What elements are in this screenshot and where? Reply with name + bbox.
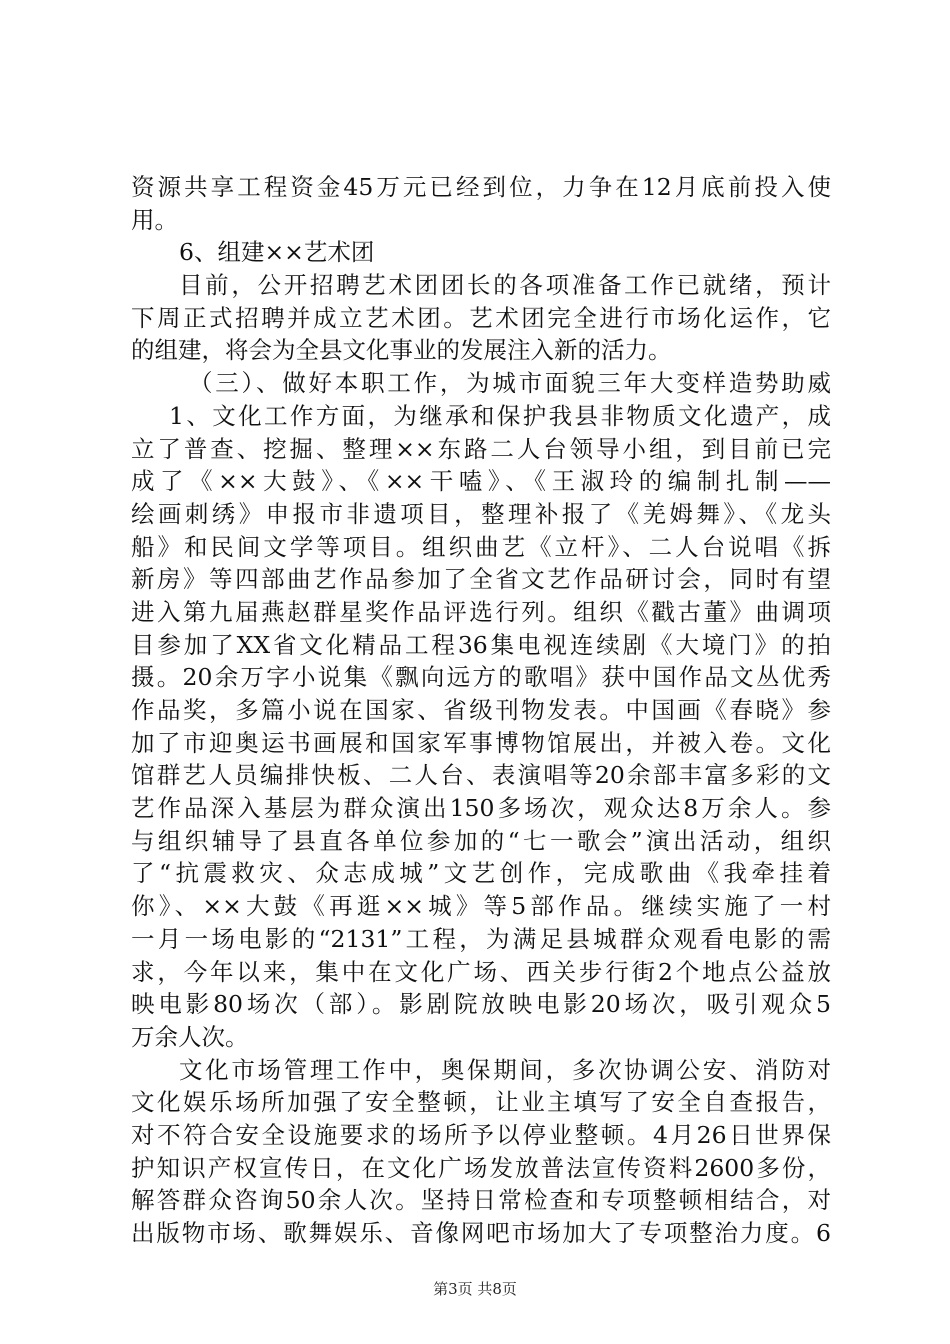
text-line: 你》、××大鼓《再逛××城》等5部作品。继续实施了一村: [131, 892, 831, 921]
text-line: 作品奖，多篇小说在国家、省级刊物发表。中国画《春晓》参: [131, 696, 831, 724]
section-heading: 6、组建××艺术团: [179, 238, 375, 267]
text-line: 1、文化工作方面，为继承和保护我县非物质文化遗产，成: [169, 401, 831, 430]
text-line: 用。: [131, 205, 178, 234]
section-heading: （三）、做好本职工作，为城市面貌三年大变样造势助威: [189, 369, 831, 398]
text-line: 映电影80场次（部）。影剧院放映电影20场次，吸引观众5: [131, 990, 831, 1019]
text-line: 的组建，将会为全县文化事业的发展注入新的活力。: [131, 336, 672, 365]
text-line: 绘画刺绣》申报市非遗项目，整理补报了《羌姆舞》、《龙头: [131, 499, 831, 528]
text-line: 船》和民间文学等项目。组织曲艺《立杆》、二人台说唱《拆: [131, 532, 831, 561]
text-line: 摄。20余万字小说集《飘向远方的歌唱》获中国作品文丛优秀: [131, 663, 831, 692]
text-line: 文化市场管理工作中，奥保期间，多次协调公安、消防对: [179, 1055, 831, 1084]
text-line: 立了普查、挖掘、整理××东路二人台领导小组，到目前已完: [131, 434, 831, 463]
text-line: 目前，公开招聘艺术团团长的各项准备工作已就绪，预计: [179, 271, 831, 300]
text-line: 一月一场电影的“2131”工程，为满足县城群众观看电影的需: [131, 924, 831, 953]
text-line: 护知识产权宣传日，在文化广场发放普法宣传资料2600多份，: [131, 1153, 831, 1182]
text-line: 新房》等四部曲艺作品参加了全省文艺作品研讨会，同时有望: [131, 565, 831, 594]
document-body: [131, 171, 831, 1250]
text-line: 成了《××大鼓》、《××干嗑》、《王淑玲的编制扎制——: [131, 467, 831, 496]
text-line: 艺作品深入基层为群众演出150多场次，观众达8万余人。参: [131, 794, 831, 823]
text-line: 出版物市场、歌舞娱乐、音像网吧市场加大了专项整治力度。6: [131, 1219, 831, 1247]
text-line: 进入第九届燕赵群星奖作品评选行列。组织《戳古董》曲调项: [131, 597, 831, 626]
text-line: 目参加了XX省文化精品工程36集电视连续剧《大境门》的拍: [131, 630, 831, 659]
text-line: 馆群艺人员编排快板、二人台、表演唱等20余部丰富多彩的文: [131, 761, 831, 790]
text-line: 了“抗震救灾、众志成城”文艺创作，完成歌曲《我牵挂着: [131, 859, 831, 888]
text-line: 下周正式招聘并成立艺术团。艺术团完全进行市场化运作，它: [131, 303, 831, 332]
text-line: 对不符合安全设施要求的场所予以停业整顿。4月26日世界保: [131, 1120, 831, 1149]
text-line: 加了市迎奥运书画展和国家军事博物馆展出，并被入卷。文化: [131, 728, 831, 757]
text-line: 资源共享工程资金45万元已经到位，力争在12月底前投入使: [131, 173, 831, 201]
text-line: 万余人次。: [131, 1022, 249, 1051]
text-line: 解答群众咨询50余人次。坚持日常检查和专项整顿相结合，对: [131, 1186, 831, 1215]
text-line: 文化娱乐场所加强了安全整顿，让业主填写了安全自查报告，: [131, 1088, 831, 1117]
text-line: 与组织辅导了县直各单位参加的“七一歌会”演出活动，组织: [131, 826, 831, 855]
text-line: 求，今年以来，集中在文化广场、西关步行街2个地点公益放: [131, 957, 831, 986]
page-number: 第3页 共8页: [433, 1280, 517, 1298]
